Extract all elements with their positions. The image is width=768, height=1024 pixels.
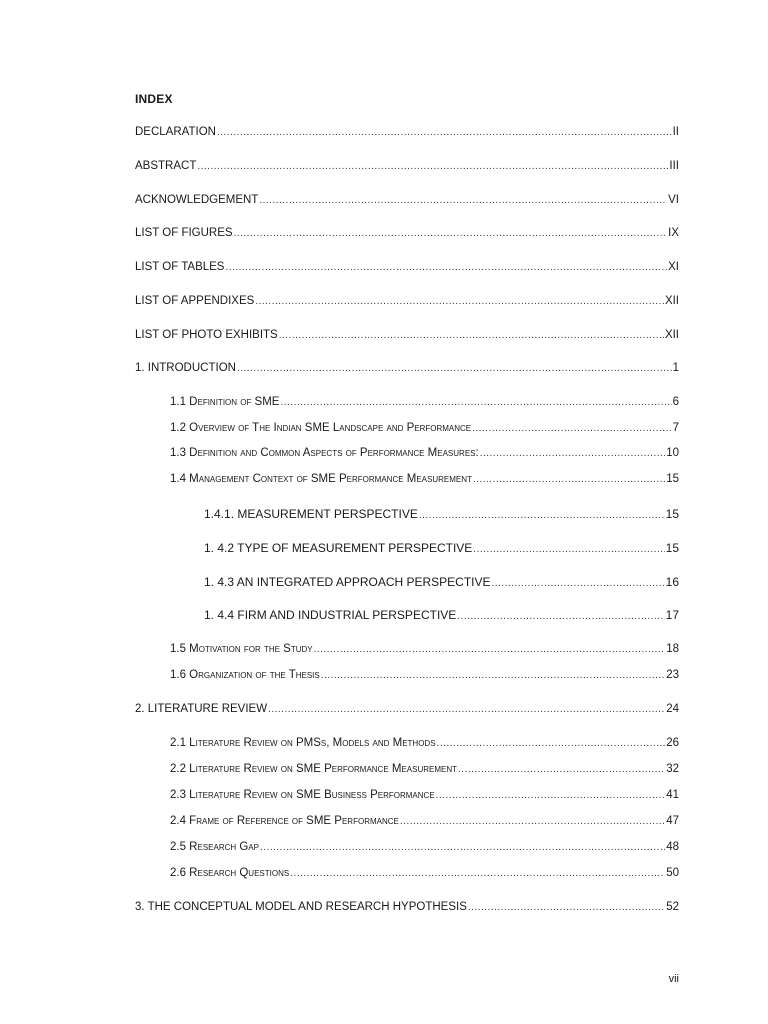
toc-dot-leader <box>492 577 665 589</box>
toc-entry-1-1[interactable] <box>170 395 679 409</box>
toc-dot-leader <box>259 194 667 207</box>
toc-page-number: 16 <box>665 575 679 589</box>
toc-entry-2-3[interactable] <box>170 788 679 802</box>
toc-page-number: II <box>672 126 679 138</box>
toc-page-number: XII <box>664 295 679 307</box>
toc-entry-label: 3. THE CONCEPTUAL MODEL AND RESEARCH HYPOTHESIS <box>135 901 467 913</box>
toc-entry-label: ABSTRACT <box>135 160 197 172</box>
toc-entry-label: LIST OF TABLES <box>135 261 225 273</box>
toc-entry-label: 1.5 Motivation for the Study <box>170 643 313 655</box>
toc-page-number: 15 <box>666 473 679 485</box>
toc-entry-1-4[interactable] <box>170 472 679 486</box>
toc-dot-leader <box>279 329 664 342</box>
toc-entry-conceptual-model[interactable] <box>135 900 679 914</box>
toc-page-number: 15 <box>665 541 679 555</box>
toc-page-number: 7 <box>672 422 679 434</box>
toc-entry-1-3[interactable] <box>170 446 679 460</box>
toc-entry-1-4-4[interactable] <box>204 608 679 622</box>
toc-dot-leader <box>260 841 665 854</box>
toc-entry-2-2[interactable] <box>170 762 679 776</box>
toc-page-number: 52 <box>666 901 679 913</box>
toc-page-number: 26 <box>666 737 679 749</box>
toc-entry-list-of-photo-exhibits[interactable] <box>135 328 679 342</box>
toc-page-number: 47 <box>666 815 679 827</box>
toc-entry-label: 2. LITERATURE REVIEW <box>135 703 268 715</box>
toc-entry-label: 2.1 Literature Review on PMSs, Models and Methods <box>170 737 436 749</box>
toc-entry-label: 2.5 Research Gap <box>170 841 259 853</box>
toc-entry-list-of-figures[interactable] <box>135 226 679 240</box>
toc-dot-leader <box>472 422 671 435</box>
toc-entry-label: 1.2 Overview of The Indian SME Landscape and Performance <box>170 422 472 434</box>
toc-page-number: 48 <box>666 841 679 853</box>
toc-entry-2-4[interactable] <box>170 814 679 828</box>
toc-page-number: 18 <box>666 643 679 655</box>
toc-entry-1-4-3[interactable] <box>204 575 679 589</box>
toc-entry-label: 1.4 Management Context of SME Performance Measurement <box>170 473 472 485</box>
toc-page-number: 17 <box>665 608 679 622</box>
toc-entry-label: 1. 4.2 TYPE OF MEASUREMENT PERSPECTIVE <box>204 541 473 555</box>
toc-entry-label: 1. INTRODUCTION <box>135 362 236 374</box>
toc-entry-1-6[interactable] <box>170 668 679 682</box>
toc-dot-leader <box>458 763 665 776</box>
toc-entry-literature-review[interactable] <box>135 702 679 716</box>
toc-entry-2-1[interactable] <box>170 736 679 750</box>
toc-dot-leader <box>437 737 666 750</box>
toc-dot-leader <box>457 610 664 622</box>
toc-dot-leader <box>400 815 665 828</box>
toc-entry-label: 1. 4.3 AN INTEGRATED APPROACH PERSPECTIVE <box>204 575 491 589</box>
toc-page-number: VI <box>668 194 679 206</box>
toc-dot-leader <box>468 901 665 914</box>
toc-page-number: 1 <box>672 362 679 374</box>
toc-page-number: 6 <box>672 396 679 408</box>
toc-page-number: III <box>669 160 679 172</box>
toc-page-number: IX <box>668 227 679 239</box>
toc-entry-list-of-tables[interactable] <box>135 260 679 274</box>
toc-entry-label: 2.3 Literature Review on SME Business Performance <box>170 789 435 801</box>
toc-entry-label: 2.2 Literature Review on SME Performance Measurement <box>170 763 458 775</box>
toc-entry-1-5[interactable] <box>170 642 679 656</box>
toc-dot-leader <box>314 643 666 656</box>
toc-dot-leader <box>234 227 668 240</box>
toc-entry-label: 1.4.1. MEASUREMENT PERSPECTIVE <box>204 507 418 521</box>
toc-page-number: 23 <box>666 669 679 681</box>
toc-entry-1-4-1[interactable] <box>204 507 679 521</box>
toc-page-number: 10 <box>666 447 679 459</box>
toc-dot-leader <box>255 295 664 308</box>
toc-entry-label: LIST OF PHOTO EXHIBITS <box>135 329 278 341</box>
toc-entry-1-4-2[interactable] <box>204 541 679 555</box>
toc-dot-leader <box>268 703 665 716</box>
toc-dot-leader <box>419 509 665 521</box>
index-heading: INDEX <box>135 92 173 106</box>
toc-page-number: 50 <box>666 867 679 879</box>
toc-entry-declaration[interactable] <box>135 125 679 139</box>
toc-dot-leader <box>280 396 671 409</box>
toc-dot-leader <box>480 447 666 460</box>
toc-dot-leader <box>321 669 665 682</box>
toc-entry-label: 2.4 Frame of Reference of SME Performance <box>170 815 399 827</box>
toc-page-number: 32 <box>666 763 679 775</box>
toc-entry-1-2[interactable] <box>170 421 679 435</box>
toc-dot-leader <box>217 126 672 139</box>
toc-dot-leader <box>197 160 668 173</box>
toc-entry-2-6[interactable] <box>170 866 679 880</box>
toc-entry-label: 2.6 Research Questions <box>170 867 290 879</box>
toc-dot-leader <box>290 867 665 880</box>
toc-entry-label: 1. 4.4 FIRM AND INDUSTRIAL PERSPECTIVE <box>204 608 457 622</box>
toc-entry-label: ACKNOWLEDGEMENT <box>135 194 259 206</box>
toc-dot-leader <box>237 362 672 375</box>
toc-entry-label: 1.3 Definition and Common Aspects of Performance Measures: <box>170 447 479 459</box>
toc-page-number: 15 <box>665 507 679 521</box>
toc-dot-leader <box>473 473 665 486</box>
toc-entry-abstract[interactable] <box>135 159 679 173</box>
toc-entry-list-of-appendixes[interactable] <box>135 294 679 308</box>
toc-entry-label: 1.6 Organization of the Thesis <box>170 669 320 681</box>
toc-entry-label: LIST OF APPENDIXES <box>135 295 255 307</box>
toc-dot-leader <box>225 261 667 274</box>
toc-entry-2-5[interactable] <box>170 840 679 854</box>
toc-page-number: XI <box>668 261 679 273</box>
toc-entry-label: LIST OF FIGURES <box>135 227 233 239</box>
toc-dot-leader <box>473 543 664 555</box>
toc-dot-leader <box>436 789 666 802</box>
toc-entry-label: DECLARATION <box>135 126 216 138</box>
toc-entry-introduction[interactable] <box>135 361 679 375</box>
toc-page-number: 24 <box>666 703 679 715</box>
toc-page-number: XII <box>664 329 679 341</box>
toc-entry-acknowledgement[interactable] <box>135 193 679 207</box>
toc-entry-label: 1.1 Definition of SME <box>170 396 280 408</box>
toc-page-number: 41 <box>666 789 679 801</box>
page-number-footer: vii <box>668 973 679 985</box>
